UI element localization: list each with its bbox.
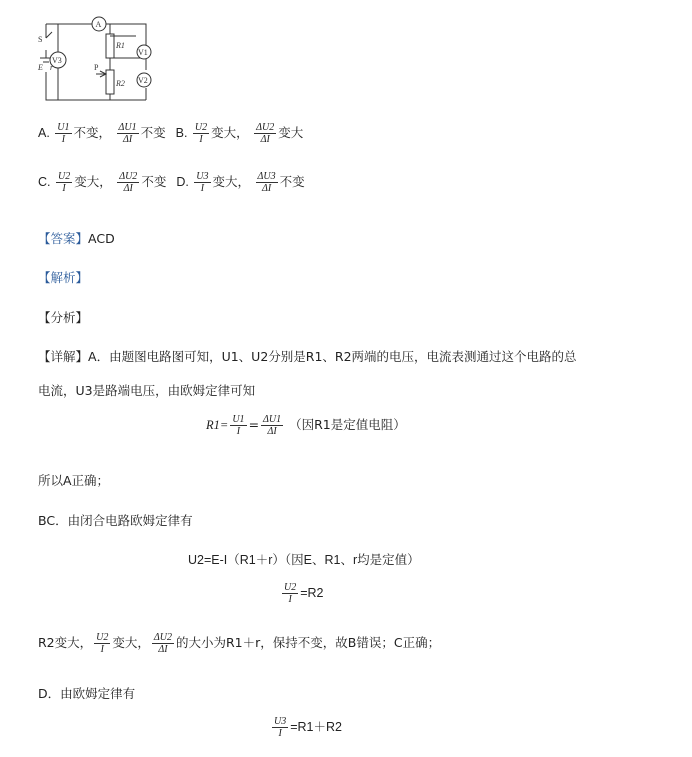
r1-label: R1 bbox=[116, 41, 125, 50]
v1-label: V1 bbox=[138, 48, 148, 57]
switch-label: S bbox=[38, 35, 43, 44]
equation-2: U2=E-I（R1＋r）（因E、R1、r均是定值） bbox=[188, 553, 420, 567]
r2-label: R2 bbox=[116, 79, 125, 88]
options-row-1 bbox=[38, 122, 309, 145]
fenxi-heading: 【分析】 bbox=[38, 310, 89, 325]
emf-label: E bbox=[38, 63, 43, 72]
detail-text-1: A．由题图电路图可知，U1、U2分别是R1、R2两端的电压，电流表测通过这个电路的总 bbox=[88, 349, 577, 364]
detail-line-2: 电流，U3是路端电压，由欧姆定律可知 bbox=[38, 383, 256, 398]
p-label: P bbox=[94, 63, 99, 72]
option-d[interactable]: D. $\frac{U3}{I}$ 变大， $\frac{\Delta U3}{\Delta I}$ 不变 bbox=[176, 171, 305, 194]
answer-line bbox=[38, 229, 115, 247]
v2-label: V2 bbox=[138, 76, 148, 85]
option-b[interactable]: B. $\frac{U2}{I}$ 变大， $\frac{\Delta U2}{\Delta I}$ 变大 bbox=[175, 122, 304, 145]
answer-value: ACD bbox=[88, 231, 115, 246]
option-a[interactable]: A. $\frac{U1}{I}$ 不变， $\frac{\Delta U1}{\Delta I}$ 不变 bbox=[38, 122, 166, 145]
equation-3: $\frac{U2}{I}$ =R2 bbox=[284, 582, 324, 605]
detail-line-1 bbox=[38, 347, 577, 365]
options-row-2 bbox=[38, 171, 311, 194]
d-intro: D．由欧姆定律有 bbox=[38, 686, 136, 701]
circuit-diagram bbox=[36, 12, 166, 104]
r-label: r bbox=[50, 63, 54, 72]
option-c[interactable]: C. $\frac{U2}{I}$ 变大， $\frac{\Delta U2}{\Delta I}$ 不变 bbox=[38, 171, 167, 194]
equation-4: $\frac{U3}{I}$ =R1＋R2 bbox=[274, 716, 342, 739]
answer-tag: 【答案】 bbox=[38, 231, 89, 246]
jiexi-heading: 【解析】 bbox=[38, 270, 89, 285]
ammeter-label: A bbox=[95, 20, 102, 29]
equation-1: R1= $\frac{U1}{I}$ = $\frac{\Delta U1}{\Delta I}$ （因R1是定值电阻） bbox=[206, 414, 406, 437]
bc-conclusion: R2变大， $\frac{U2}{I}$ 变大， $\frac{\Delta U2}{\Delta I}$ 的大小为R1＋r，保持不变，故B错误；C正确； bbox=[38, 632, 441, 655]
bc-intro: BC．由闭合电路欧姆定律有 bbox=[38, 513, 193, 528]
detail-tag: 【详解】 bbox=[38, 349, 89, 364]
conclusion-a: 所以A正确； bbox=[38, 473, 110, 488]
v3-label: V3 bbox=[52, 56, 62, 65]
